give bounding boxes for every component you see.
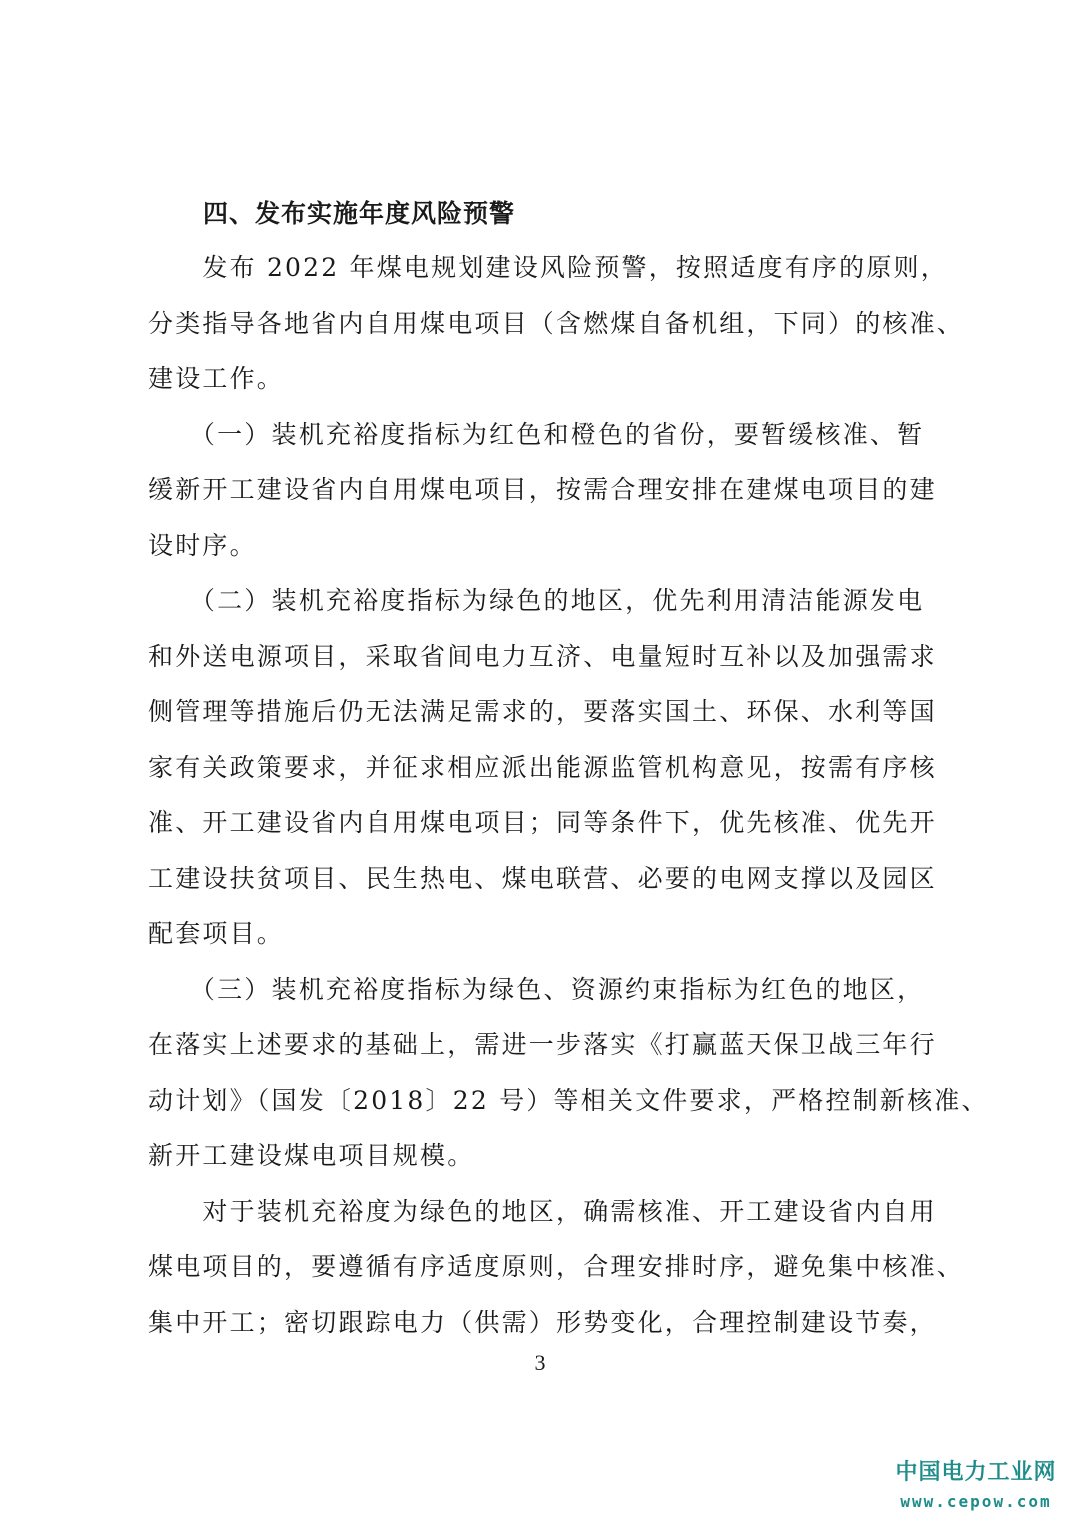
text-line: 准、开工建设省内自用煤电项目；同等条件下，优先核准、优先开 [148,808,937,837]
text-line: 新开工建设煤电项目规模。 [148,1141,475,1170]
text-line: 家有关政策要求，并征求相应派出能源监管机构意见，按需有序核 [148,752,937,782]
text-line: （三）装机充裕度指标为绿色、资源约束指标为红色的地区， [148,974,925,1004]
text-line: 动计划》（国发〔2018〕22 号）等相关文件要求，严格控制新核准、 [148,1085,989,1115]
text-line: 分类指导各地省内自用煤电项目（含燃煤自备机组，下同）的核准、 [148,308,965,338]
text-line: 对于装机充裕度为绿色的地区，确需核准、开工建设省内自用 [148,1196,937,1226]
watermark [886,1458,1066,1516]
text-line: 侧管理等措施后仍无法满足需求的，要落实国土、环保、水利等国 [148,697,937,726]
body-text [148,240,989,1350]
text-line: 配套项目。 [148,919,285,948]
text-line: 在落实上述要求的基础上，需进一步落实《打赢蓝天保卫战三年行 [148,1030,937,1059]
section-heading: 四、发布实施年度风险预警 [203,199,516,228]
watermark-title: 中国电力工业网 [895,1460,1057,1485]
text-line: 和外送电源项目，采取省间电力互济、电量短时互补以及加强需求 [148,641,937,671]
text-line: 建设工作。 [148,364,285,393]
text-line: 设时序。 [148,530,257,560]
text-line: 发布 2022 年煤电规划建设风险预警，按照适度有序的原则， [148,253,948,282]
text-line: 缓新开工建设省内自用煤电项目，按需合理安排在建煤电项目的建 [148,475,937,504]
text-line: （一）装机充裕度指标为红色和橙色的省份，要暂缓核准、暂 [148,419,925,449]
text-line: 集中开工；密切跟踪电力（供需）形势变化，合理控制建设节奏， [148,1307,937,1337]
text-line: （二）装机充裕度指标为绿色的地区，优先利用清洁能源发电 [148,586,925,615]
watermark-url: www.cepow.com [900,1492,1052,1511]
text-line: 煤电项目的，要遵循有序适度原则，合理安排时序，避免集中核准、 [148,1252,965,1281]
text-line: 工建设扶贫项目、民生热电、煤电联营、必要的电网支撑以及园区 [148,863,937,893]
page-number: 3 [534,1350,546,1375]
